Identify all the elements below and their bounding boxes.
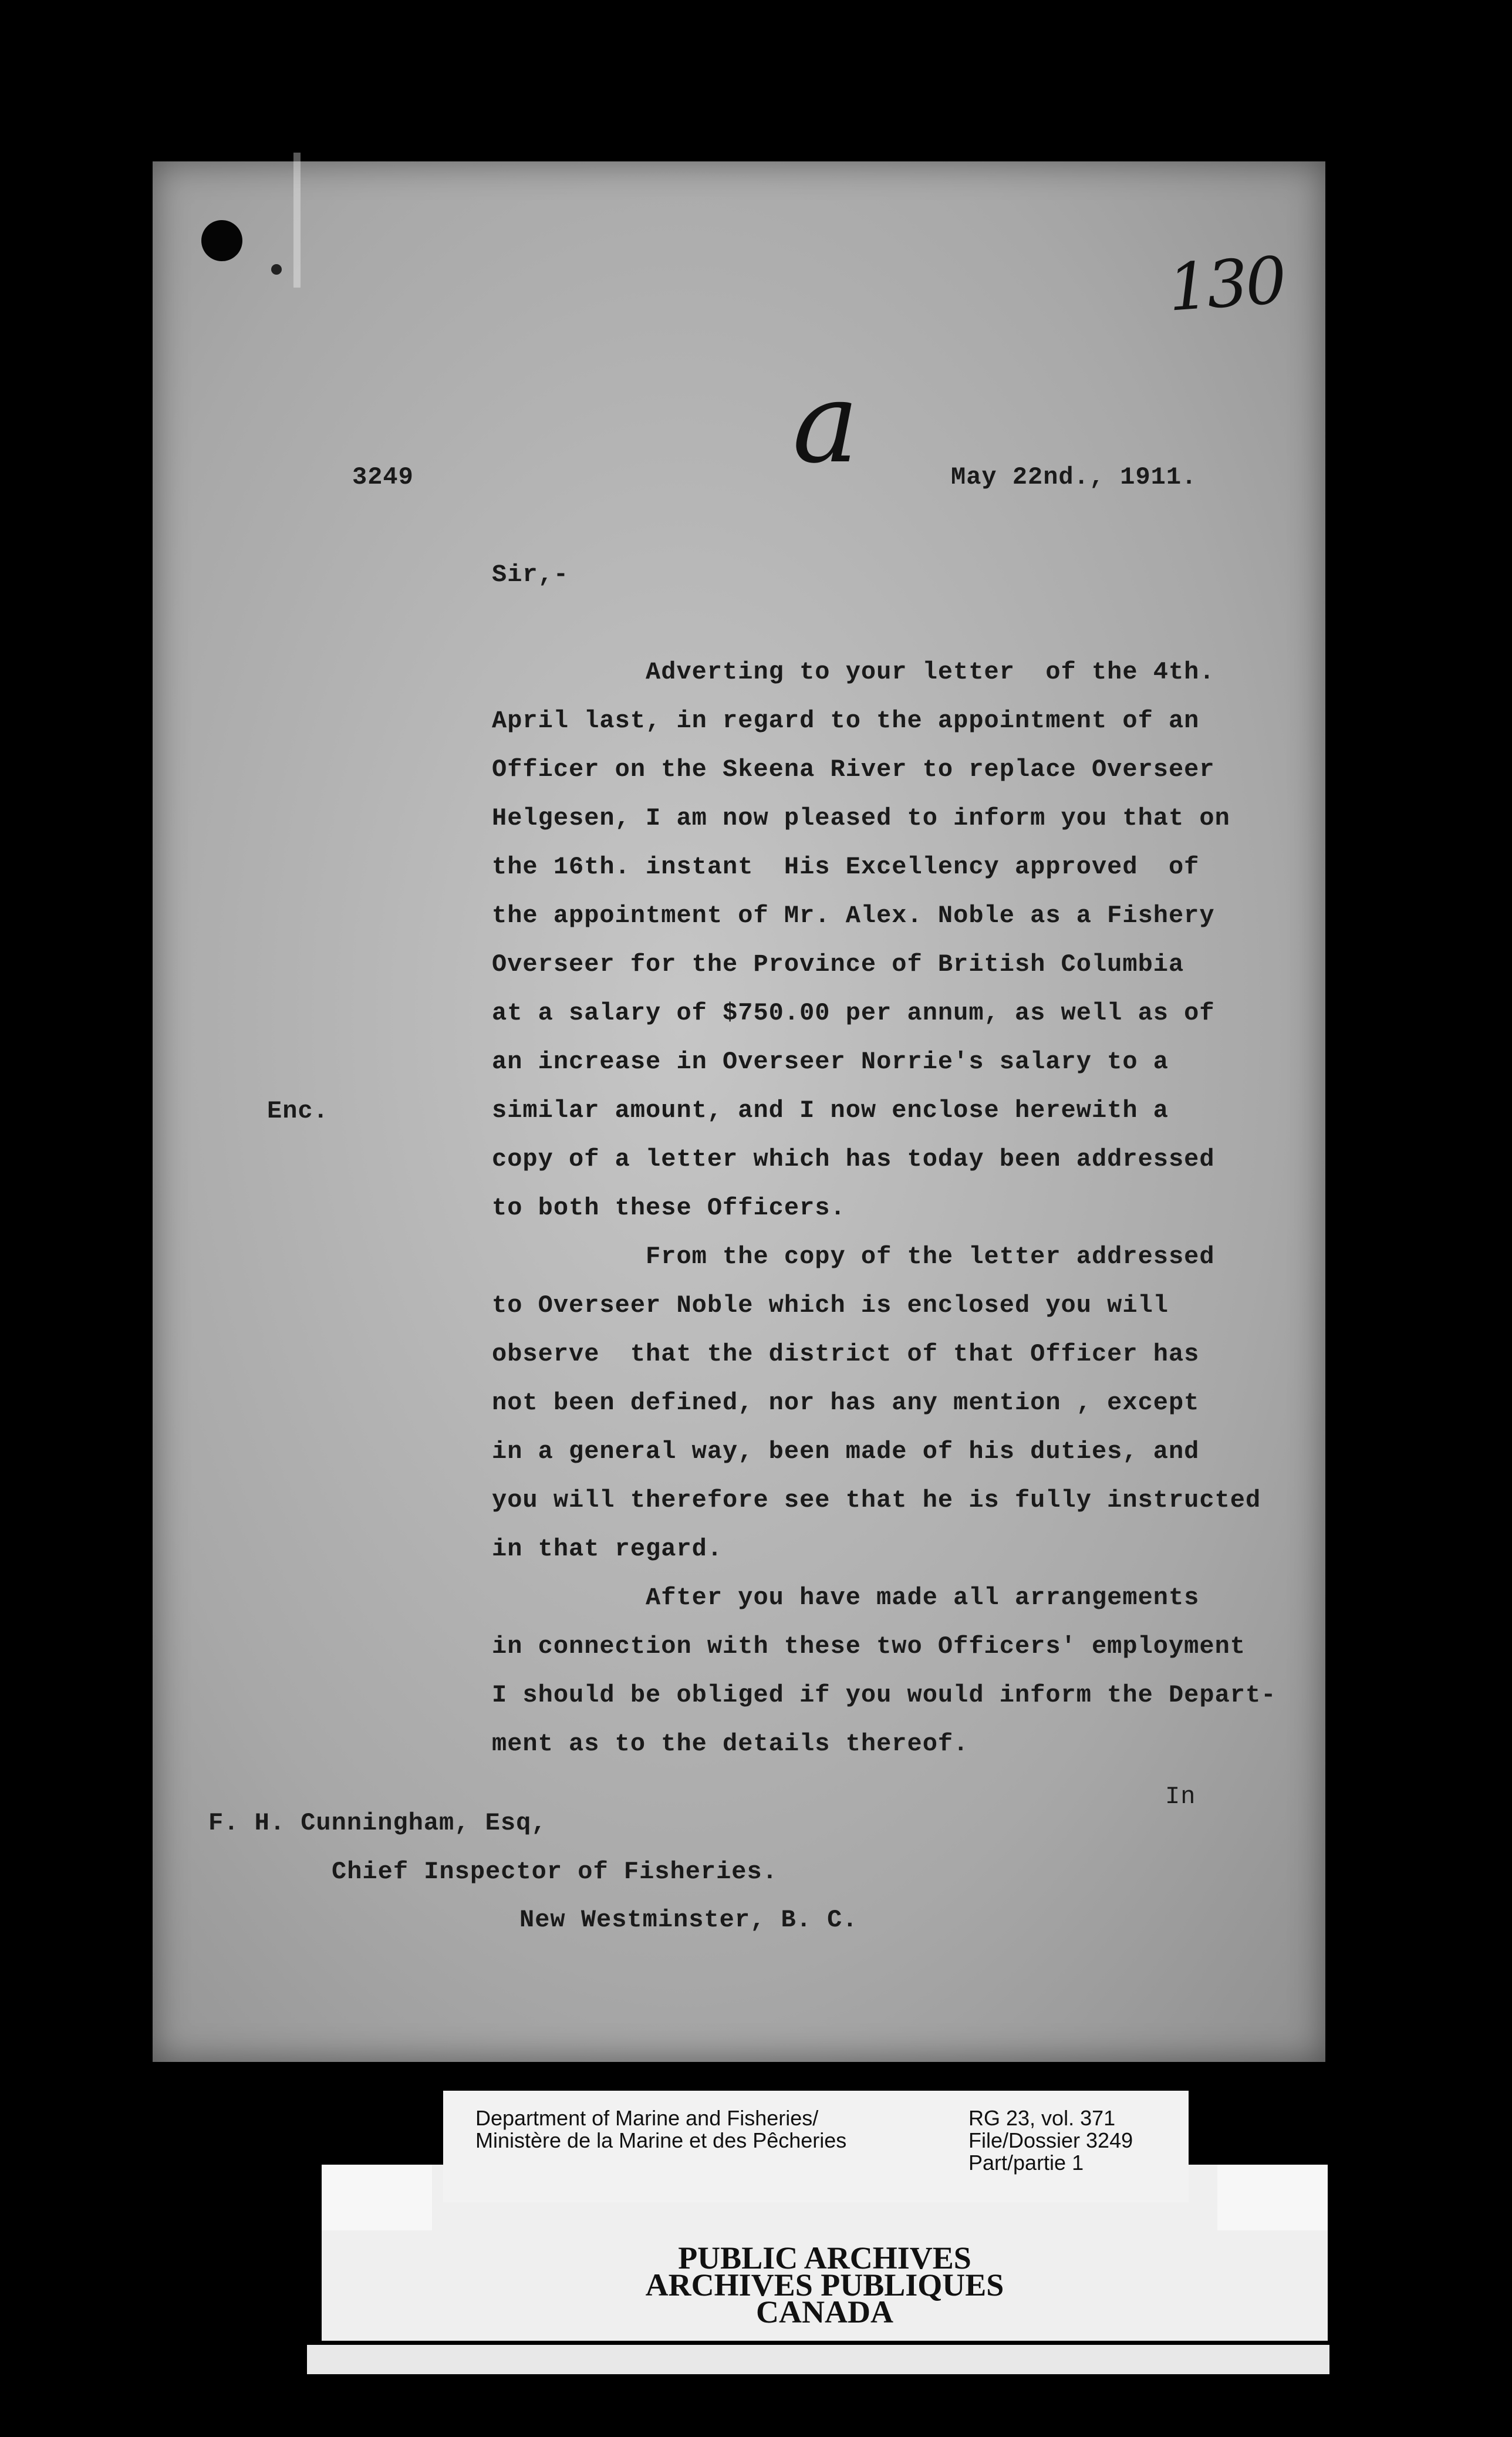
file-number: 3249 [352,463,414,491]
reference-block [968,2107,1180,2174]
department-fr: Ministère de la Marine et des Pêcheries [475,2128,847,2152]
punch-hole [201,220,242,261]
body-line: April last, in regard to the appointment of an [492,707,1200,735]
addressee-name: F. H. Cunningham, Esq, [208,1809,547,1837]
film-strip-edge [307,2345,1329,2374]
body-line: you will therefore see that he is fully instructed [492,1486,1261,1514]
closing-word: In [1165,1783,1196,1811]
reference-file: File/Dossier 3249 [968,2128,1133,2152]
reference-part: Part/partie 1 [968,2151,1084,2175]
body-line: Adverting to your letter of the 4th. [492,658,1215,686]
department-en: Department of Marine and Fisheries/ [475,2106,819,2130]
body-line: to Overseer Noble which is enclosed you will [492,1291,1169,1319]
body-line: observe that the district of that Officer has [492,1340,1200,1368]
addressee-place: New Westminster, B. C. [519,1906,858,1934]
card-tab-right [1217,2165,1328,2230]
handwritten-mark: a [792,358,859,488]
body-line: to both these Officers. [492,1194,846,1222]
page-edge-mark [293,153,301,288]
body-line: not been defined, nor has any mention , except [492,1389,1200,1417]
enclosure-note: Enc. [267,1097,329,1125]
body-line: an increase in Overseer Norrie's salary to a [492,1048,1169,1076]
body-line: Officer on the Skeena River to replace Overseer [492,755,1215,784]
body-line: Helgesen, I am now pleased to inform you that on [492,804,1230,832]
archive-stamp [322,2240,1328,2330]
body-line: in connection with these two Officers' employment [492,1632,1246,1660]
reference-rg: RG 23, vol. 371 [968,2106,1116,2130]
body-line: copy of a letter which has today been addressed [492,1145,1215,1173]
body-line: ment as to the details thereof. [492,1730,969,1758]
card-tab-left [322,2165,432,2230]
folio-number: 130 [1165,242,1287,326]
body-line: the 16th. instant His Excellency approved of [492,853,1200,881]
body-line: similar amount, and I now enclose herewith a [492,1096,1169,1125]
body-line: From the copy of the letter addressed [492,1243,1215,1271]
body-line: Overseer for the Province of British Columbia [492,950,1184,978]
stamp-line: PUBLIC ARCHIVES [678,2240,971,2276]
letter-date: May 22nd., 1911. [951,463,1197,491]
body-line: in a general way, been made of his duties, and [492,1437,1200,1466]
stamp-line: CANADA [756,2294,893,2330]
department-name [475,2107,922,2152]
body-line: the appointment of Mr. Alex. Noble as a Fishery [492,902,1215,930]
body-line: After you have made all arrangements [492,1584,1200,1612]
stamp-line: ARCHIVES PUBLIQUES [645,2267,1004,2303]
archive-reference-label [443,2091,1189,2202]
addressee-title: Chief Inspector of Fisheries. [332,1858,778,1886]
body-line: in that regard. [492,1535,723,1563]
body-line: I should be obliged if you would inform the Depart- [492,1681,1277,1709]
page-mark-dot [271,264,282,275]
body-line: at a salary of $750.00 per annum, as well as of [492,999,1215,1027]
salutation: Sir,- [492,561,569,589]
